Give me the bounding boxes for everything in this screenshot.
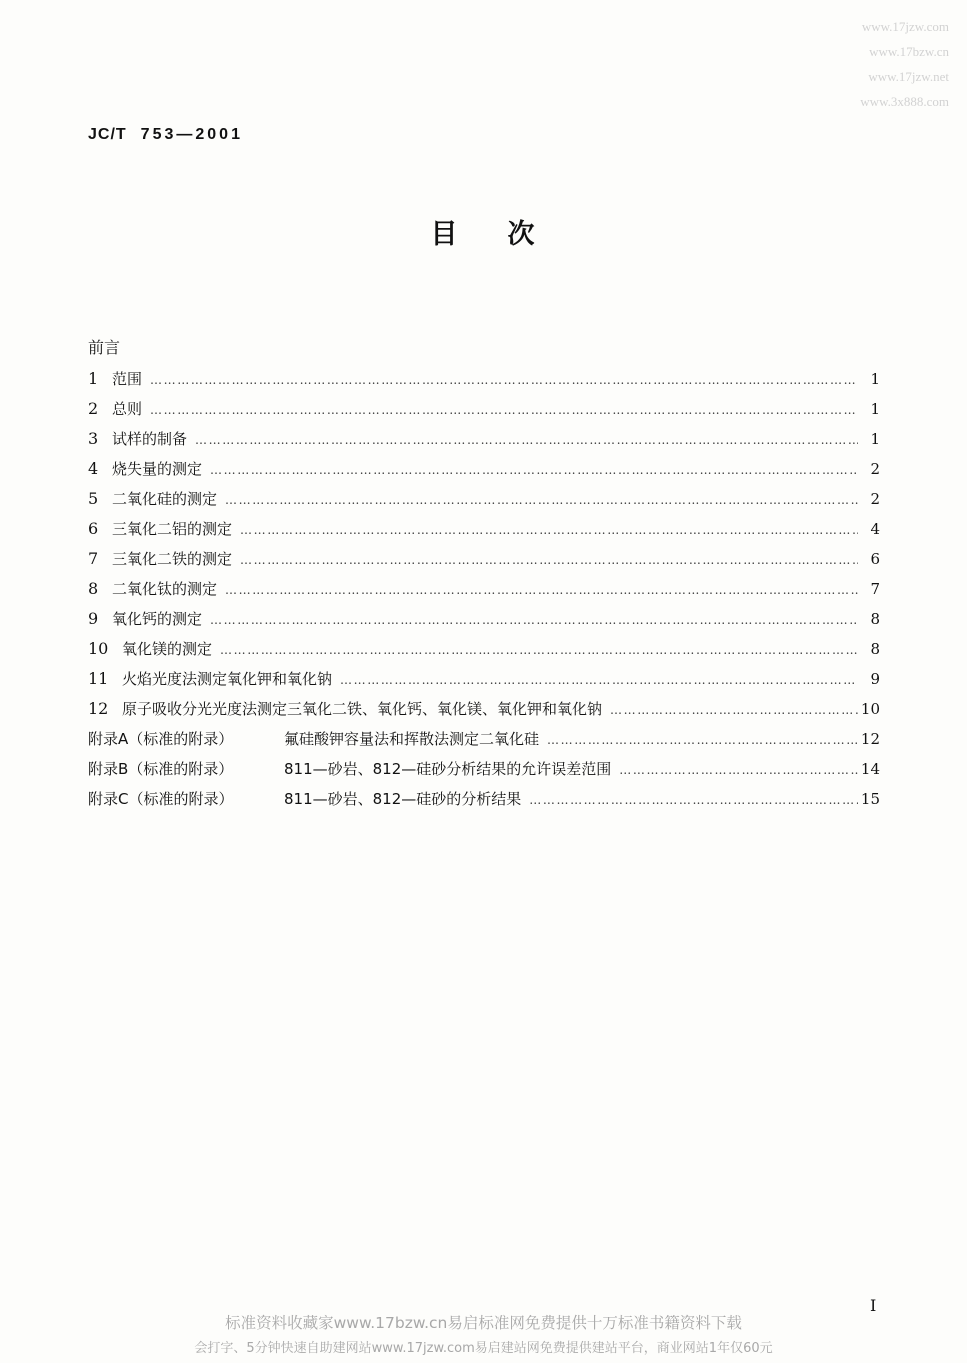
leader-dots	[529, 787, 858, 813]
leader-dots	[610, 697, 858, 723]
toc-entry-page: 8	[870, 610, 880, 628]
footer-line-2: 会打字、5分钟快速自助建网站www.17jzw.com易启建站网免费提供建站平台，商业网站1年仅60元	[194, 1341, 773, 1356]
toc-entry-page: 8	[870, 640, 880, 658]
toc-entry-label: 三氧化二铁的测定	[112, 550, 233, 568]
toc-entry-number: 1	[88, 369, 99, 388]
leader-dots	[210, 607, 858, 633]
toc-entry-page: 10	[860, 700, 880, 718]
toc-entry-page: 9	[870, 670, 880, 688]
footer-line-1: 标准资料收藏家www.17bzw.cn易启标准网免费提供十万标准书籍资料下载	[225, 1314, 742, 1332]
toc-entry-label: 三氧化二铝的测定	[112, 520, 233, 538]
toc-entry-label: 二氧化钛的测定	[112, 580, 218, 598]
toc-entry-9[interactable]	[88, 606, 880, 636]
watermark-line: www.17bzw.cn	[869, 44, 949, 59]
table-of-contents	[88, 336, 880, 816]
annex-prefix: 附录A（标准的附录）	[88, 730, 234, 748]
toc-annex-a[interactable]	[88, 726, 880, 756]
toc-entry-10[interactable]	[88, 636, 880, 666]
toc-entry-label: 范围	[112, 370, 143, 388]
toc-entry-number: 2	[88, 399, 99, 418]
toc-entry-number: 6	[88, 519, 99, 538]
toc-entry-page: 1	[870, 430, 880, 448]
page-number: I	[870, 1296, 877, 1315]
leader-dots	[340, 667, 858, 693]
watermark-line: www.17jzw.com	[861, 19, 949, 34]
leader-dots	[619, 757, 858, 783]
toc-entry-number: 10	[88, 639, 109, 658]
standard-org: JC/T	[88, 126, 127, 143]
toc-entry-number: 11	[88, 669, 109, 688]
leader-dots	[195, 427, 858, 453]
toc-entry-label: 烧失量的测定	[112, 460, 203, 478]
toc-entry-11[interactable]	[88, 666, 880, 696]
toc-entry-page: 4	[870, 520, 880, 538]
toc-entry-number: 7	[88, 549, 99, 568]
watermark	[749, 14, 949, 114]
toc-entry-page: 2	[870, 490, 880, 508]
toc-entry-page: 1	[870, 400, 880, 418]
toc-entry-label: 总则	[112, 400, 143, 418]
leader-dots	[220, 637, 858, 663]
annex-prefix: 附录C（标准的附录）	[88, 790, 234, 808]
toc-entry-number: 5	[88, 489, 99, 508]
toc-entry-number: 4	[88, 459, 99, 478]
leader-dots	[547, 727, 858, 753]
standard-number: 753—2001	[140, 126, 243, 143]
watermark-line: www.17jzw.net	[868, 69, 949, 84]
toc-entry-page: 1	[870, 370, 880, 388]
toc-entry-number: 9	[88, 609, 99, 628]
leader-dots	[240, 517, 858, 543]
toc-entry-number: 8	[88, 579, 99, 598]
toc-entry-label: 二氧化硅的测定	[112, 490, 218, 508]
toc-entry-7[interactable]	[88, 546, 880, 576]
annex-label: 811—砂岩、812—硅砂的分析结果	[284, 790, 522, 808]
toc-annex-b[interactable]	[88, 756, 880, 786]
toc-entry-number: 12	[88, 699, 109, 718]
leader-dots	[240, 547, 858, 573]
leader-dots	[150, 397, 858, 423]
toc-annex-c[interactable]	[88, 786, 880, 816]
toc-entry-3[interactable]	[88, 426, 880, 456]
toc-entry-1[interactable]	[88, 366, 880, 396]
toc-entry-label: 原子吸收分光光度法测定三氧化二铁、氧化钙、氧化镁、氧化钾和氧化钠	[122, 700, 603, 718]
annex-label: 氟硅酸钾容量法和挥散法测定二氧化硅	[284, 730, 540, 748]
toc-entry-6[interactable]	[88, 516, 880, 546]
standard-code	[88, 126, 243, 144]
toc-entry-5[interactable]	[88, 486, 880, 516]
annex-label: 811—砂岩、812—硅砂分析结果的允许误差范围	[284, 760, 612, 778]
toc-entry-label: 氧化钙的测定	[112, 610, 203, 628]
toc-entry-12[interactable]	[88, 696, 880, 726]
leader-dots	[225, 577, 858, 603]
toc-entry-label: 试样的制备	[112, 430, 188, 448]
toc-entry-8[interactable]	[88, 576, 880, 606]
toc-entry-page: 6	[870, 550, 880, 568]
leader-dots	[225, 487, 858, 513]
toc-entry-label: 氧化镁的测定	[122, 640, 213, 658]
toc-entry-4[interactable]	[88, 456, 880, 486]
annex-page: 12	[860, 730, 880, 748]
leader-dots	[210, 457, 858, 483]
page-title: 目次	[430, 219, 585, 250]
toc-entry-page: 2	[870, 460, 880, 478]
toc-entry-page: 7	[870, 580, 880, 598]
toc-entry-label: 火焰光度法测定氧化钾和氧化钠	[122, 670, 333, 688]
annex-page: 15	[860, 790, 880, 808]
toc-foreword[interactable]: 前言	[88, 338, 121, 357]
leader-dots	[150, 367, 858, 393]
toc-entry-2[interactable]	[88, 396, 880, 426]
annex-page: 14	[860, 760, 880, 778]
annex-prefix: 附录B（标准的附录）	[88, 760, 234, 778]
watermark-line: www.3x888.com	[860, 94, 949, 109]
toc-entry-number: 3	[88, 429, 99, 448]
